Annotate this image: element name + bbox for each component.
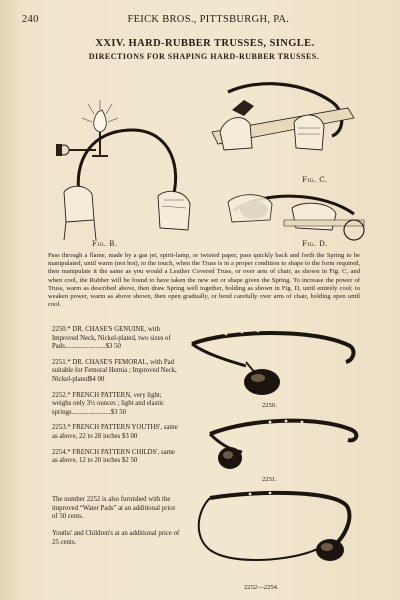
product-2251: 2251.* DR. CHASE'S FEMORAL, with Pad suitable for Femoral Hernia ; Improved Neck, Nickel-plated$4 00 xyxy=(52,358,177,383)
section-title: XXIV. HARD-RUBBER TRUSSES, SINGLE. xyxy=(95,38,315,49)
product-2252: 2252.* FRENCH PATTERN, very light; weighs only 3½ ounces ; light and elastic springs.......................$3 50 xyxy=(52,391,165,416)
truss-2251-illustration xyxy=(200,410,364,476)
figure-b-caption: Fig. B. xyxy=(92,240,118,248)
product-2254: 2254.* FRENCH PATTERN CHILDS', same as above, 12 to 20 inches $2 50 xyxy=(52,448,175,465)
label-2251: 2251. xyxy=(262,476,277,483)
figure-c-caption: Fig. C. xyxy=(302,176,328,184)
publisher-name: FEICK BROS., PITTSBURGH, PA. xyxy=(127,14,290,25)
shaping-instructions: Pass through a flame, made by a gas jet, spirit-lamp, or twisted paper, pass quickly back and forth the Spring to be manipulated, until warm (not hot), to the touch, when the Truss is in a proper condition to shape to the form required, then manipulate it the same as you would a Leather Covered Truss, or over arm of chair, as shown in Fig. C, and when cool, the Rubber will be found to have taken the new set or shape given the Spring. To increase the power of Truss, warm as described above, then draw Spring well together, holding as shown in Fig. D, until entirely cool; to weaken power, warm as above shown, then open gradually, or bend carefully over arm of chair, holding open until cool. xyxy=(48,252,360,309)
figure-b-illustration xyxy=(52,100,202,240)
label-2250: 2250. xyxy=(262,402,277,409)
page-header xyxy=(22,14,378,25)
figure-c-illustration xyxy=(208,72,358,182)
product-2250: 2250.* DR. CHASE'S GENUINE, with Improved Neck, Nickel-plated, two sizes of Pads........................$3 50 xyxy=(52,326,171,351)
product-2253: 2253.* FRENCH PATTERN YOUTHS', same as above, 22 to 28 inches $3 00 xyxy=(52,424,178,440)
truss-2252-illustration xyxy=(190,488,362,574)
figure-d-caption: Fig. D. xyxy=(302,240,328,248)
youths-note: Youths' and Children's at an additional price of 25 cents. xyxy=(52,530,180,546)
section-subtitle: DIRECTIONS FOR SHAPING HARD-RUBBER TRUSSES. xyxy=(88,52,320,61)
label-2252-2254: 2252—2254. xyxy=(244,584,279,591)
figure-d-illustration xyxy=(214,180,364,260)
water-pads-note: The number 2252 is also furnished with the improved “Water Pads” at an additional price of 50 cents. xyxy=(52,496,176,521)
flame-icon xyxy=(82,100,118,132)
truss-2250-illustration xyxy=(186,326,358,402)
page-number: 240 xyxy=(22,14,39,25)
product-list xyxy=(52,326,180,473)
